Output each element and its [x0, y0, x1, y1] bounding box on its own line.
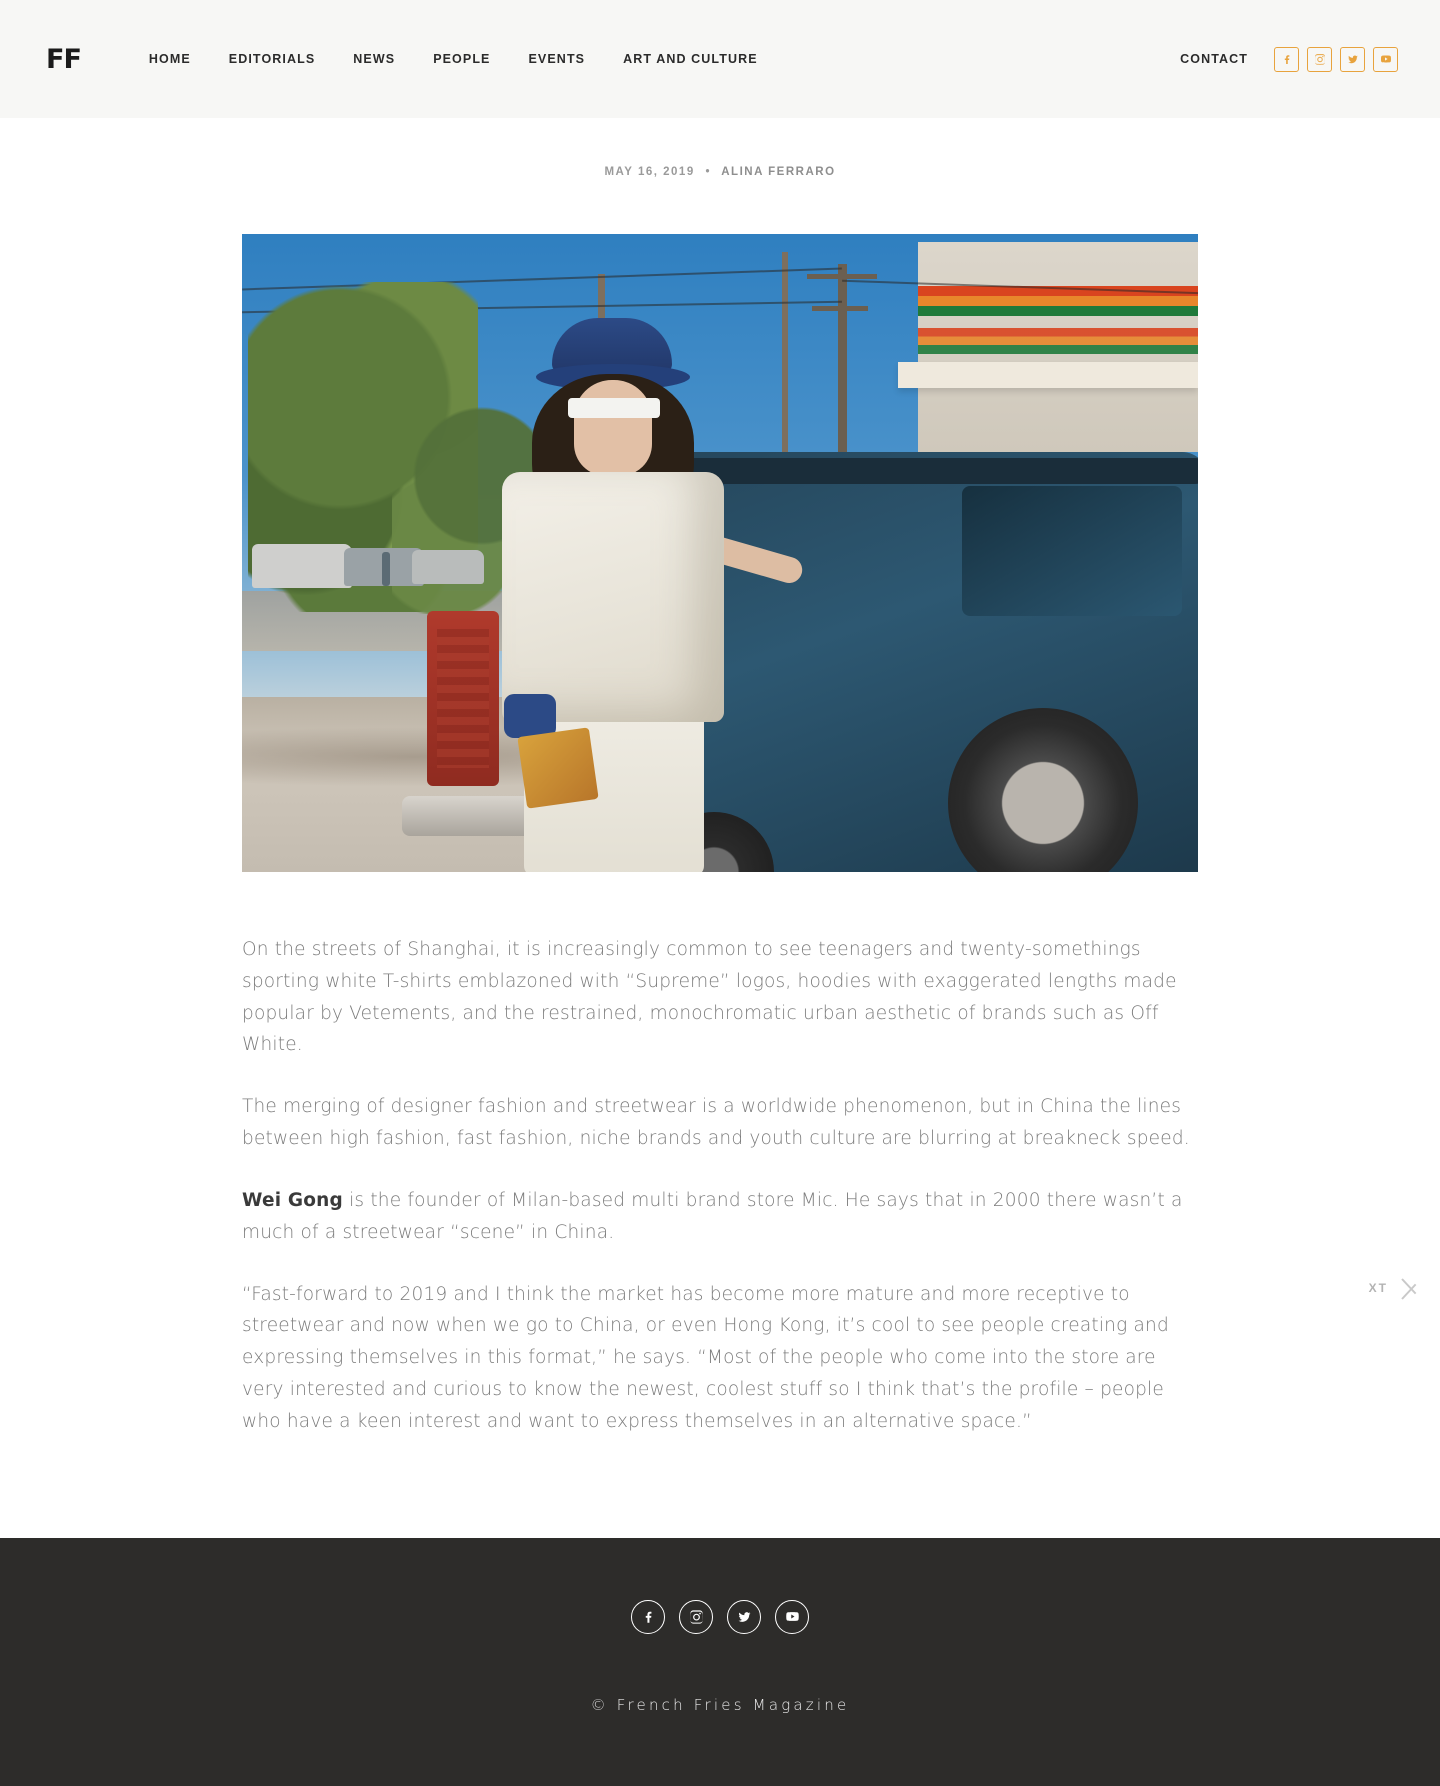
next-post-link[interactable] — [1369, 1266, 1422, 1310]
nav-item-events[interactable]: EVENTS — [528, 52, 586, 66]
pole-crossbar — [812, 306, 868, 311]
site-logo[interactable]: FF — [46, 43, 81, 75]
paragraph-text: The merging of designer fashion and streetwear is a worldwide phenomenon, but in China the lines between high fashion, fast fashion, niche brands and youth culture are blurring at breakneck speed. — [242, 1096, 1190, 1150]
article-author: ALINA FERRARO — [721, 166, 836, 178]
sunglasses — [568, 398, 660, 418]
car — [412, 550, 484, 584]
youtube-icon[interactable] — [775, 1600, 809, 1634]
distant-pedestrian — [382, 552, 390, 586]
parked-cars — [252, 534, 482, 594]
paragraph-lead-name: Wei Gong — [242, 1189, 343, 1211]
youtube-icon[interactable] — [1373, 47, 1398, 72]
main-navigation — [149, 52, 758, 66]
nav-item-people[interactable]: PEOPLE — [433, 52, 491, 66]
paragraph-text: On the streets of Shanghai, it is increasingly common to see teenagers and twenty-somethings sporting white T-shirts emblazoned with “Supreme” logos, hoodies with exaggerated lengths made popular by Vetements, and the restrained, monochromatic urban aesthetic of brands such as Off White. — [242, 939, 1177, 1056]
snack-package — [517, 727, 598, 808]
white-tshirt — [502, 472, 724, 722]
article-paragraph — [242, 1185, 1198, 1249]
footer-social-links — [0, 1600, 1440, 1634]
store-awning — [898, 362, 1198, 388]
nav-item-editorials[interactable]: EDITORIALS — [228, 52, 316, 66]
article-date: MAY 16, 2019 — [604, 166, 695, 178]
header-social-links — [1274, 47, 1398, 72]
site-header — [0, 0, 1440, 118]
chevron-right-icon[interactable] — [1400, 1266, 1422, 1310]
nav-item-home[interactable]: HOME — [148, 52, 191, 66]
article-meta — [0, 166, 1440, 178]
article-paragraph — [242, 1091, 1198, 1155]
site-footer — [0, 1538, 1440, 1786]
facebook-icon[interactable] — [631, 1600, 665, 1634]
paragraph-text: “Fast-forward to 2019 and I think the market has become more mature and more receptive to streetwear and now when we go to China, or even Hong Kong, it’s cool to see people creating and expressing themselves in this format,” he says. “Most of the people who come into the store are very interested and curious to know the newest, coolest stuff so I think that’s the profile – people who have a keen interest and want to express themselves in an alternative space.” — [242, 1283, 1169, 1432]
fashion-model — [488, 294, 748, 872]
truck-window — [962, 486, 1182, 616]
truck-wheel — [948, 708, 1138, 872]
nav-item-art-and-culture[interactable]: ART AND CULTURE — [623, 52, 758, 66]
model-face — [574, 380, 652, 476]
article-paragraph — [242, 1279, 1198, 1438]
twitter-icon[interactable] — [727, 1600, 761, 1634]
nav-item-contact[interactable]: CONTACT — [1180, 52, 1248, 66]
twitter-icon[interactable] — [1340, 47, 1365, 72]
paragraph-text: is the founder of Milan-based multi brand store Mic. He says that in 2000 there wasn’t a much of a streetwear “scene” in China. — [242, 1189, 1183, 1243]
hero-image — [242, 234, 1198, 872]
store-stripes-secondary — [918, 328, 1198, 354]
instagram-icon[interactable] — [679, 1600, 713, 1634]
article-body — [242, 934, 1198, 1538]
wrist-cuff — [504, 694, 556, 738]
instagram-icon[interactable] — [1307, 47, 1332, 72]
copyright-text: © French Fries Magazine — [590, 1695, 850, 1714]
pole-crossbar — [807, 274, 877, 279]
article — [0, 118, 1440, 1538]
nav-item-news[interactable]: NEWS — [353, 52, 396, 66]
article-paragraph — [242, 934, 1198, 1061]
car — [252, 544, 352, 588]
hero-figure — [242, 234, 1198, 872]
storefront — [918, 242, 1198, 452]
next-post-label: XT — [1368, 1281, 1388, 1295]
meta-separator: • — [705, 166, 711, 178]
header-right-group — [1180, 47, 1398, 72]
facebook-icon[interactable] — [1274, 47, 1299, 72]
